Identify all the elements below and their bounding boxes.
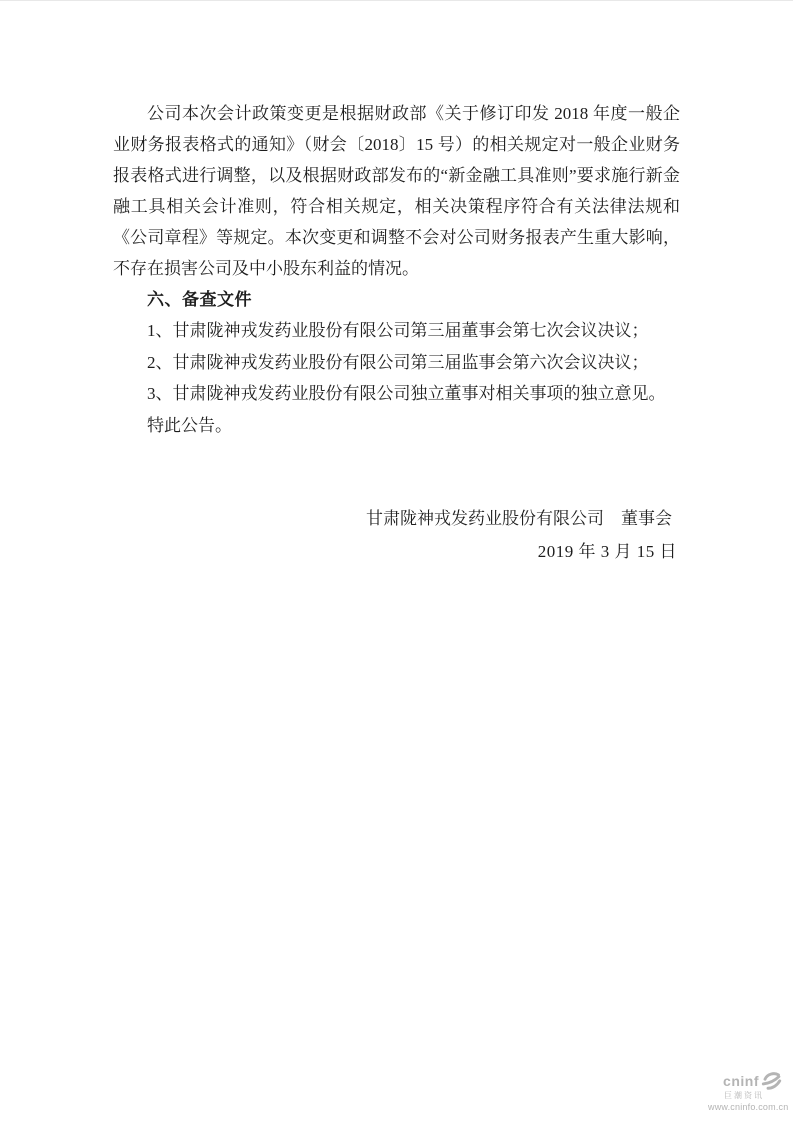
list-item-board-resolution: 1、甘肃陇神戎发药业股份有限公司第三届董事会第七次会议决议； xyxy=(147,321,649,340)
backup-documents-list xyxy=(113,315,680,410)
document-body xyxy=(113,98,680,567)
list-item-independent-directors-opinion: 3、甘肃陇神戎发药业股份有限公司独立董事对相关事项的独立意见。 xyxy=(147,384,666,403)
cninfo-website-url: www.cninfo.com.cn xyxy=(708,1102,789,1112)
list-item-supervisory-resolution: 2、甘肃陇神戎发药业股份有限公司第三届监事会第六次会议决议； xyxy=(147,352,649,372)
accounting-policy-paragraph: 公司本次会计政策变更是根据财政部《关于修订印发 2018 年度一般企业财务报表格式的通知》（财会〔2018〕15 号）的相关规定对一般企业财务报表格式进行调整，以及根据财政部发布的“新金融工具准则”要求施行新金融工具相关会计准则，符合相关规定，相关决策程序符合有关法律法规和《公司章程》等规定。本次变更和调整不会对公司财务报表产生重大影响，不存在损害公司及中小股东利益的情况。 xyxy=(113,104,680,278)
cninfo-watermark xyxy=(708,1071,788,1113)
section-heading-backup-documents: 六、备查文件 xyxy=(147,290,252,309)
cninfo-swirl-icon xyxy=(761,1071,782,1090)
cninfo-logo-row xyxy=(708,1071,788,1090)
closing-statement: 特此公告。 xyxy=(147,415,232,435)
cninfo-logo-text: cninf xyxy=(723,1072,759,1089)
cninfo-chinese-name: 巨潮资讯 xyxy=(724,1091,764,1100)
signature-date: 2019 年 3 月 15 日 xyxy=(537,541,677,561)
signature-line: 甘肃陇神戎发药业股份有限公司 董事会 xyxy=(366,508,672,528)
